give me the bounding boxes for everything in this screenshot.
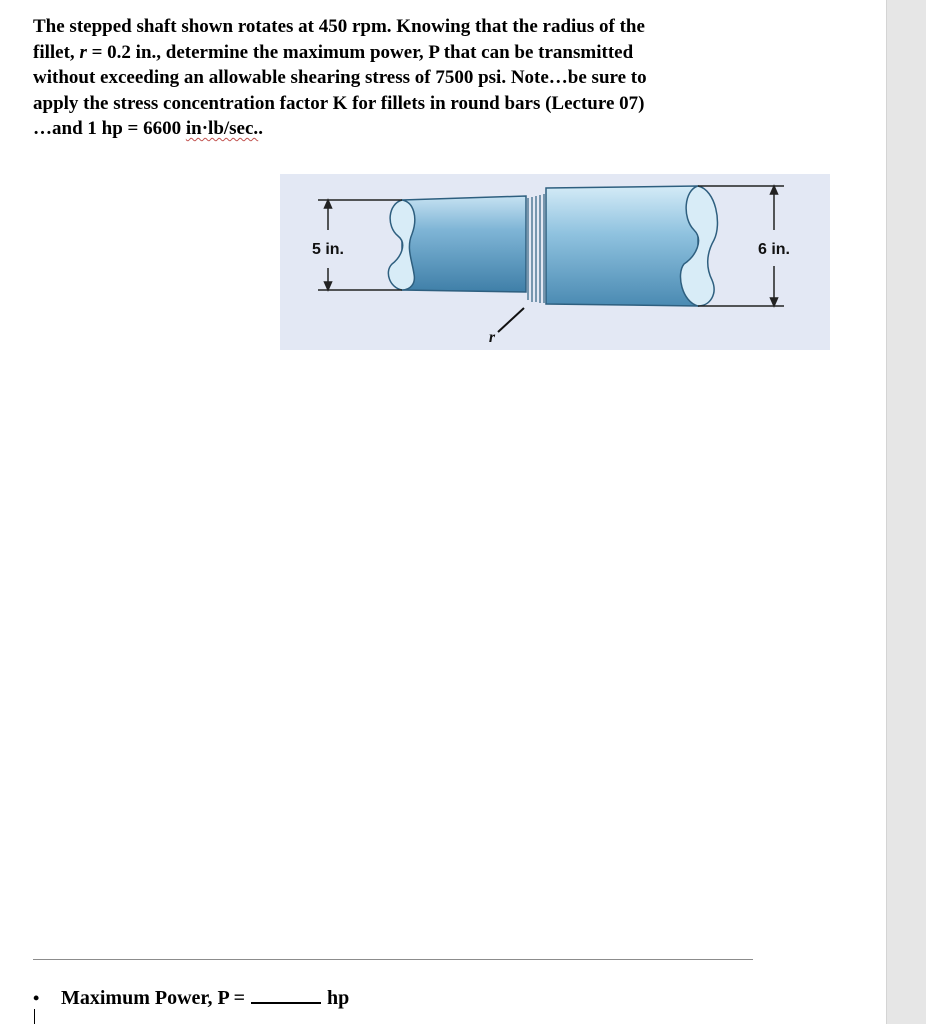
stepped-shaft-diagram [280, 174, 830, 350]
spellcheck-unit-text[interactable]: in·lb/sec. [185, 118, 259, 139]
problem-line-2-end: = 0.2 in., determine the maximum power, P that can be transmitted [86, 41, 634, 63]
problem-line-5-start: …and 1 hp = 6600 [33, 118, 186, 139]
side-panel [886, 0, 926, 1024]
text-cursor [34, 1009, 35, 1024]
large-shaft-section [546, 186, 698, 306]
fillet-leader-line [498, 308, 524, 332]
problem-line-2-start: fillet, [33, 41, 80, 63]
problem-line-5-end: . [258, 118, 263, 139]
bullet-icon: • [33, 988, 40, 1008]
problem-line-2 [33, 40, 763, 66]
fillet-region [528, 194, 544, 303]
answer-unit: hp [326, 987, 350, 1009]
problem-line-1: The stepped shaft shown rotates at 450 rpm. Knowing that the radius of the [33, 16, 645, 37]
fillet-radius-symbol: r [79, 41, 87, 63]
small-shaft-section [402, 196, 526, 292]
power-answer-blank[interactable] [251, 984, 321, 1004]
fillet-radius-label: r [488, 329, 496, 346]
section-divider [33, 959, 753, 960]
problem-line-5 [33, 116, 763, 142]
problem-line-3: without exceeding an allowable shearing stress of 7500 psi. Note…be sure to [33, 67, 647, 88]
left-dimension-label: 5 in. [311, 241, 345, 258]
stepped-shaft-figure [280, 174, 830, 350]
right-dimension-label: 6 in. [757, 241, 791, 258]
problem-line-4: apply the stress concentration factor K for fillets in round bars (Lecture 07) [33, 92, 645, 114]
problem-statement [33, 14, 763, 142]
answer-label: Maximum Power, P = [61, 987, 245, 1009]
answer-line [33, 984, 349, 1012]
